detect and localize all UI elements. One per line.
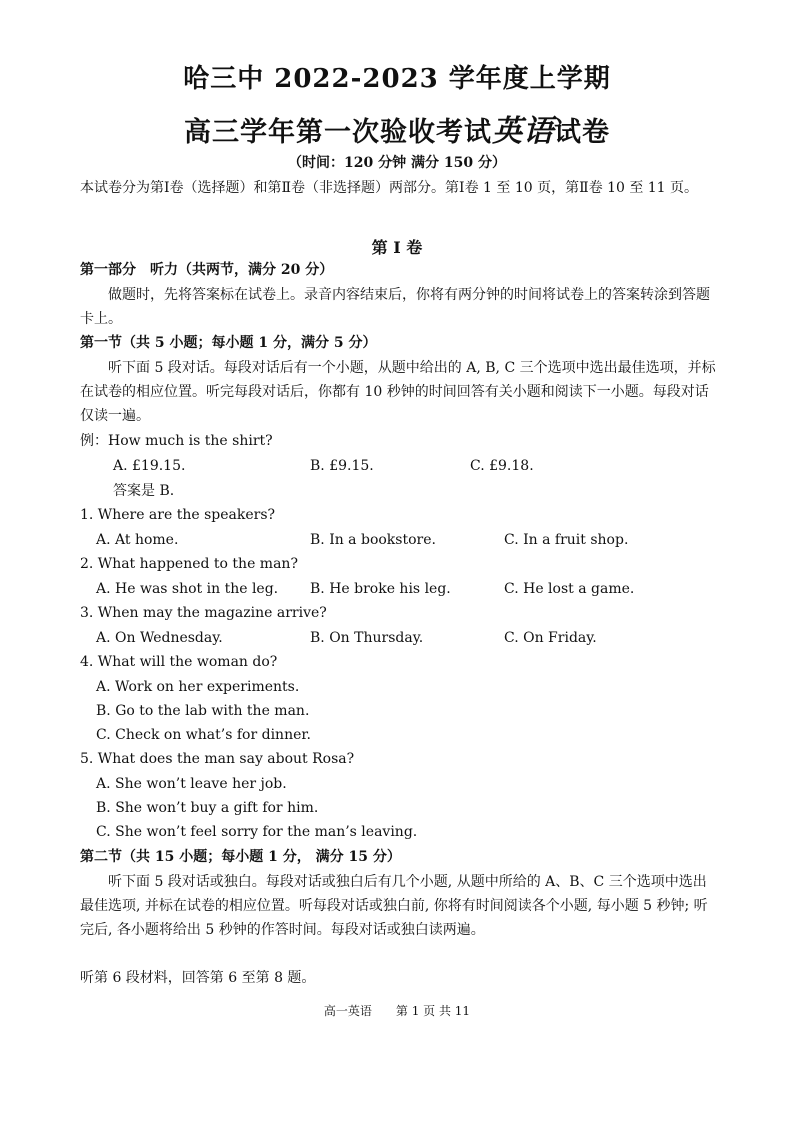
q3-option-a: A. On Wednesday. — [96, 630, 223, 646]
intro-text: 本试卷分为第Ⅰ卷（选择题）和第Ⅱ卷（非选择题）两部分。第Ⅰ卷 1 至 10 页，第Ⅱ卷 10 至 11 页。 — [80, 180, 699, 196]
example-option-a: A. £19.15. — [113, 458, 186, 474]
q1-option-c: C. In a fruit shop. — [504, 532, 629, 548]
section2-instruction: 听下面 5 段对话或独白。每段对话或独白后有几个小题, 从题中所给的 A、B、C 三个选项中选出最佳选项, 并标在试卷的相应位置。听每段对话或独白前, 你将有时间阅读各个小题, 每小题 5 秒钟; 听完后, 各小题将给出 5 秒钟的作答时间。每段对话或独白读两遍。 — [80, 874, 708, 938]
q1-option-b: B. In a bookstore. — [310, 532, 436, 548]
section1-heading: 第一节（共 5 小题；每小题 1 分，满分 5 分） — [80, 335, 377, 351]
example-option-b: B. £9.15. — [310, 458, 374, 474]
question-3: 3. When may the magazine arrive? — [80, 605, 327, 621]
q3-option-c: C. On Friday. — [504, 630, 597, 646]
exam-title-line2 — [0, 106, 794, 150]
question-4: 4. What will the woman do? — [80, 654, 278, 670]
question-2: 2. What happened to the man? — [80, 556, 298, 572]
q4-option-b: B. Go to the lab with the man. — [96, 703, 310, 719]
q2-option-c: C. He lost a game. — [504, 581, 635, 597]
title-part-c: 试卷 — [554, 117, 610, 148]
q2-option-a: A. He was shot in the leg. — [96, 581, 279, 597]
example-question: 例：How much is the shirt? — [80, 433, 273, 449]
example-option-c: C. £9.18. — [470, 458, 534, 474]
title-part-a: 高三学年第一次验收考试 — [184, 117, 492, 148]
section2-heading: 第二节（共 15 小题；每小题 1 分， 满分 15 分） — [80, 849, 401, 865]
question-5: 5. What does the man say about Rosa? — [80, 751, 355, 767]
q1-option-a: A. At home. — [96, 532, 179, 548]
title-part-subject: 英语 — [492, 114, 554, 149]
q5-option-b: B. She won’t buy a gift for him. — [96, 800, 319, 816]
q5-option-a: A. She won’t leave her job. — [96, 776, 287, 792]
exam-title-line1: 哈三中 2022-2023 学年度上学期 — [183, 64, 611, 94]
volume-title: 第 Ⅰ 卷 — [371, 238, 423, 257]
q5-option-c: C. She won’t feel sorry for the man’s leaving. — [96, 824, 418, 840]
section1-instruction: 听下面 5 段对话。每段对话后有一个小题，从题中给出的 A, B, C 三个选项中选出最佳选项，并标在试卷的相应位置。听完每段对话后，你都有 10 秒钟的时间回答有关小题和阅读下一小题。每段对话仅读一遍。 — [80, 360, 716, 424]
page-footer: 高一英语 第 1 页 共 11 — [323, 1004, 471, 1018]
q3-option-b: B. On Thursday. — [310, 630, 424, 646]
part1-instruction: 做题时，先将答案标在试卷上。录音内容结束后，你将有两分钟的时间将试卷上的答案转涂到答题卡上。 — [80, 287, 710, 327]
q2-option-b: B. He broke his leg. — [310, 581, 451, 597]
question-1: 1. Where are the speakers? — [80, 507, 276, 523]
q4-option-a: A. Work on her experiments. — [96, 679, 300, 695]
time-info: （时间：120 分钟 满分 150 分） — [288, 155, 506, 171]
material-instruction: 听第 6 段材料，回答第 6 至第 8 题。 — [80, 970, 316, 986]
part1-heading: 第一部分 听力（共两节，满分 20 分） — [80, 262, 334, 278]
example-answer: 答案是 B. — [113, 483, 175, 499]
q4-option-c: C. Check on what’s for dinner. — [96, 727, 311, 743]
